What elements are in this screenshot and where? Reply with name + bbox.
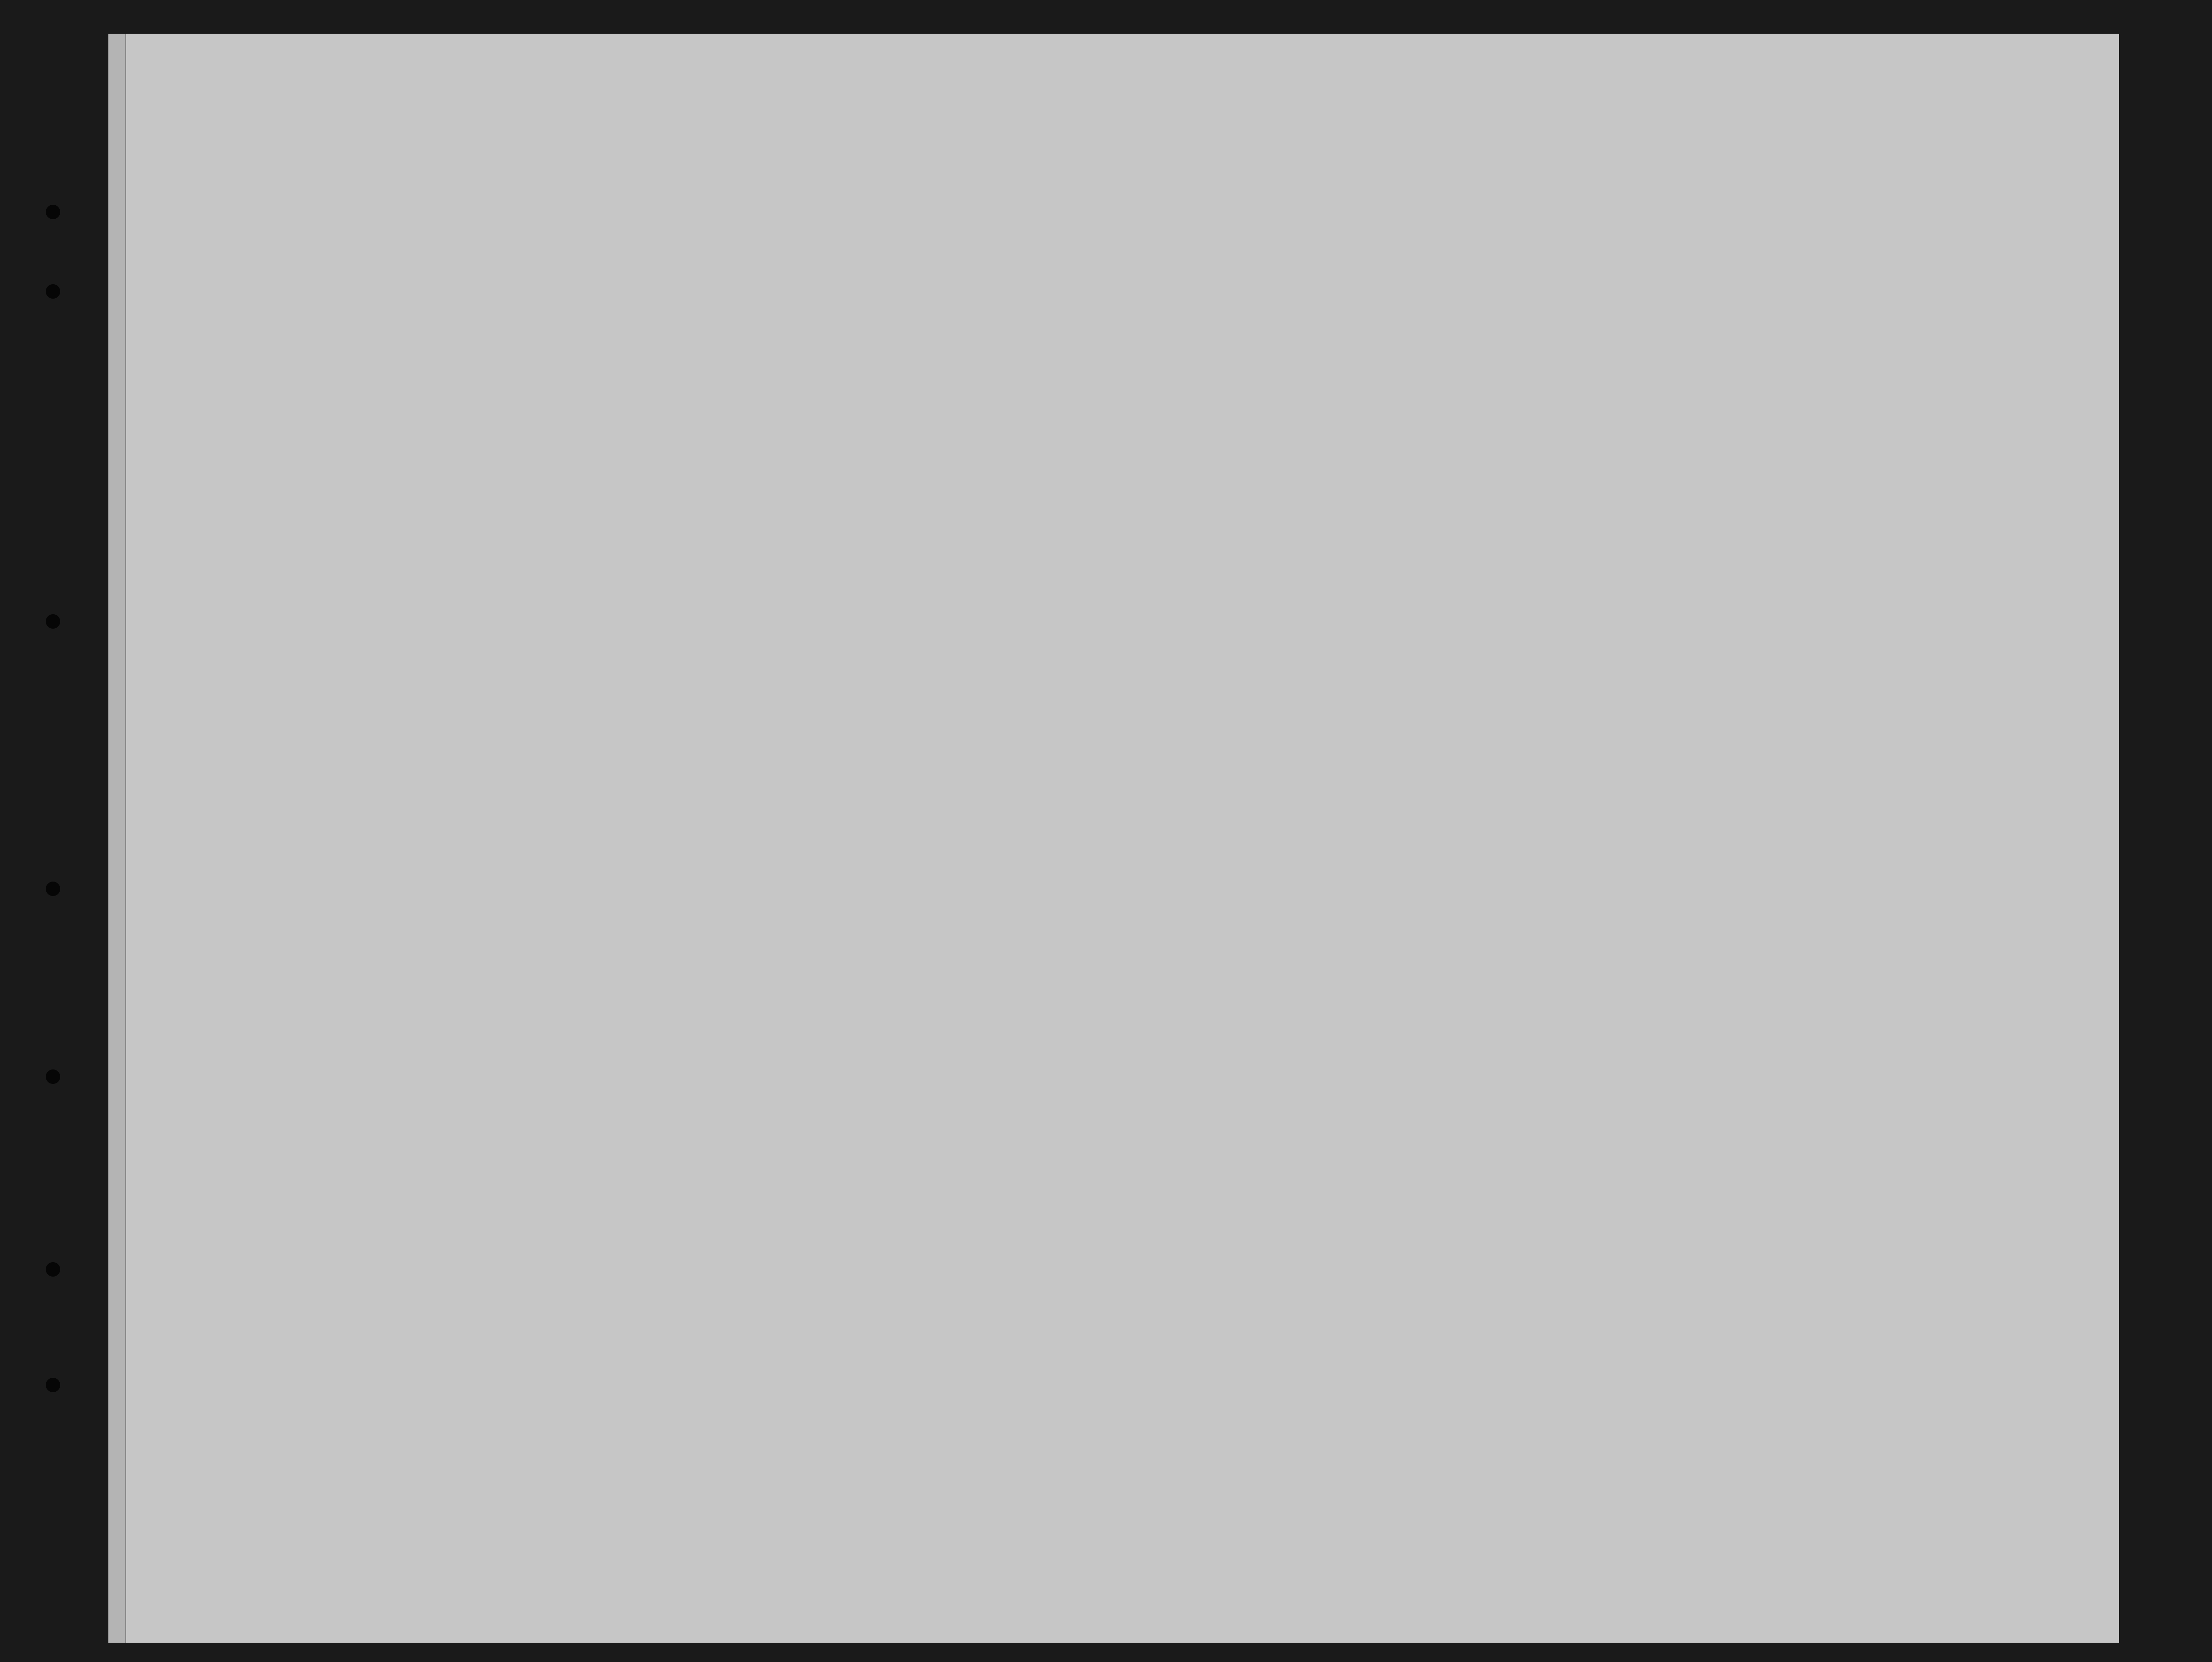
- binder-hole: [46, 284, 60, 299]
- binder-hole: [46, 1262, 60, 1277]
- binder-hole: [46, 1378, 60, 1392]
- binder-hole: [46, 1069, 60, 1084]
- manifest-sheet: [108, 34, 2119, 1643]
- binder-hole: [46, 882, 60, 896]
- form-ruling: [108, 34, 2119, 1643]
- binder-hole: [46, 205, 60, 219]
- binder-hole: [46, 614, 60, 629]
